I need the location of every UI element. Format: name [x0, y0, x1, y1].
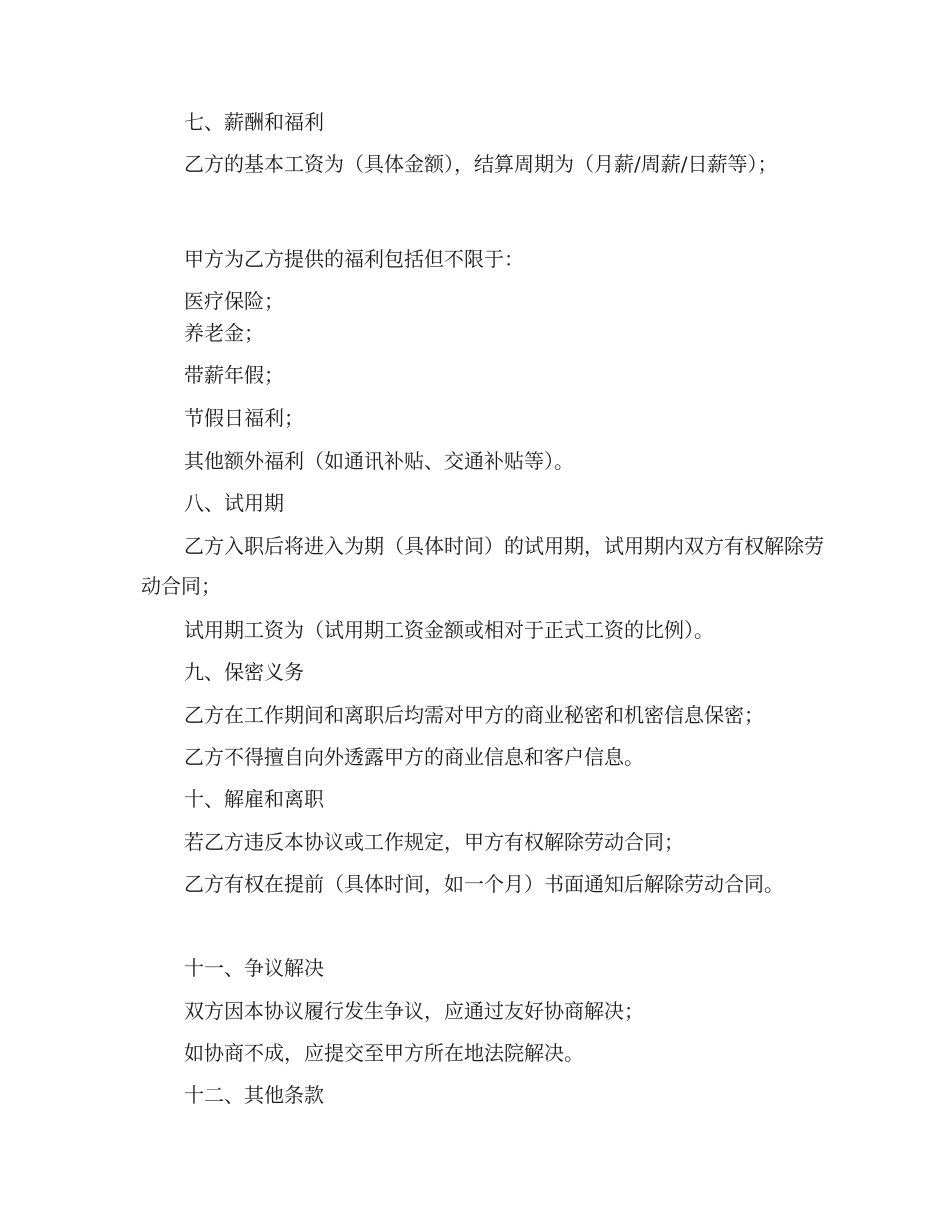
- probation-clause: 乙方入职后将进入为期（具体时间）的试用期，试用期内双方有权解除劳动合同；: [141, 534, 824, 598]
- confidentiality-clause-2: 乙方不得擅自向外透露甲方的商业信息和客户信息。: [184, 745, 644, 769]
- benefits-intro: 甲方为乙方提供的福利包括但不限于：: [184, 247, 524, 271]
- dispute-clause-2: 如协商不成，应提交至甲方所在地法院解决。: [184, 1041, 584, 1065]
- confidentiality-clause-1: 乙方在工作期间和离职后均需对甲方的商业秘密和机密信息保密；: [184, 703, 764, 727]
- section-heading-7: 七、薪酬和福利: [184, 110, 324, 134]
- dispute-clause-1: 双方因本协议履行发生争议，应通过友好协商解决；: [184, 999, 644, 1023]
- benefit-item-holiday: 节假日福利；: [184, 406, 304, 430]
- section-heading-10: 十、解雇和离职: [184, 787, 324, 811]
- benefit-item-medical: 医疗保险；: [184, 289, 284, 313]
- probation-salary-clause: 试用期工资为（试用期工资金额或相对于正式工资的比例）。: [184, 618, 714, 642]
- section-heading-8: 八、试用期: [184, 491, 284, 515]
- section-heading-12: 十二、其他条款: [184, 1083, 324, 1107]
- section-heading-9: 九、保密义务: [184, 660, 304, 684]
- benefit-item-other: 其他额外福利（如通讯补贴、交通补贴等）。: [184, 449, 574, 473]
- section-heading-11: 十一、争议解决: [184, 956, 324, 980]
- resignation-clause: 乙方有权在提前（具体时间，如一个月）书面通知后解除劳动合同。: [184, 872, 784, 896]
- benefit-item-pension: 养老金；: [184, 321, 264, 345]
- salary-clause: 乙方的基本工资为（具体金额），结算周期为（月薪/周薪/日薪等）；: [184, 152, 778, 176]
- dismissal-clause: 若乙方违反本协议或工作规定，甲方有权解除劳动合同；: [184, 830, 684, 854]
- benefit-item-paid-leave: 带薪年假；: [184, 363, 284, 387]
